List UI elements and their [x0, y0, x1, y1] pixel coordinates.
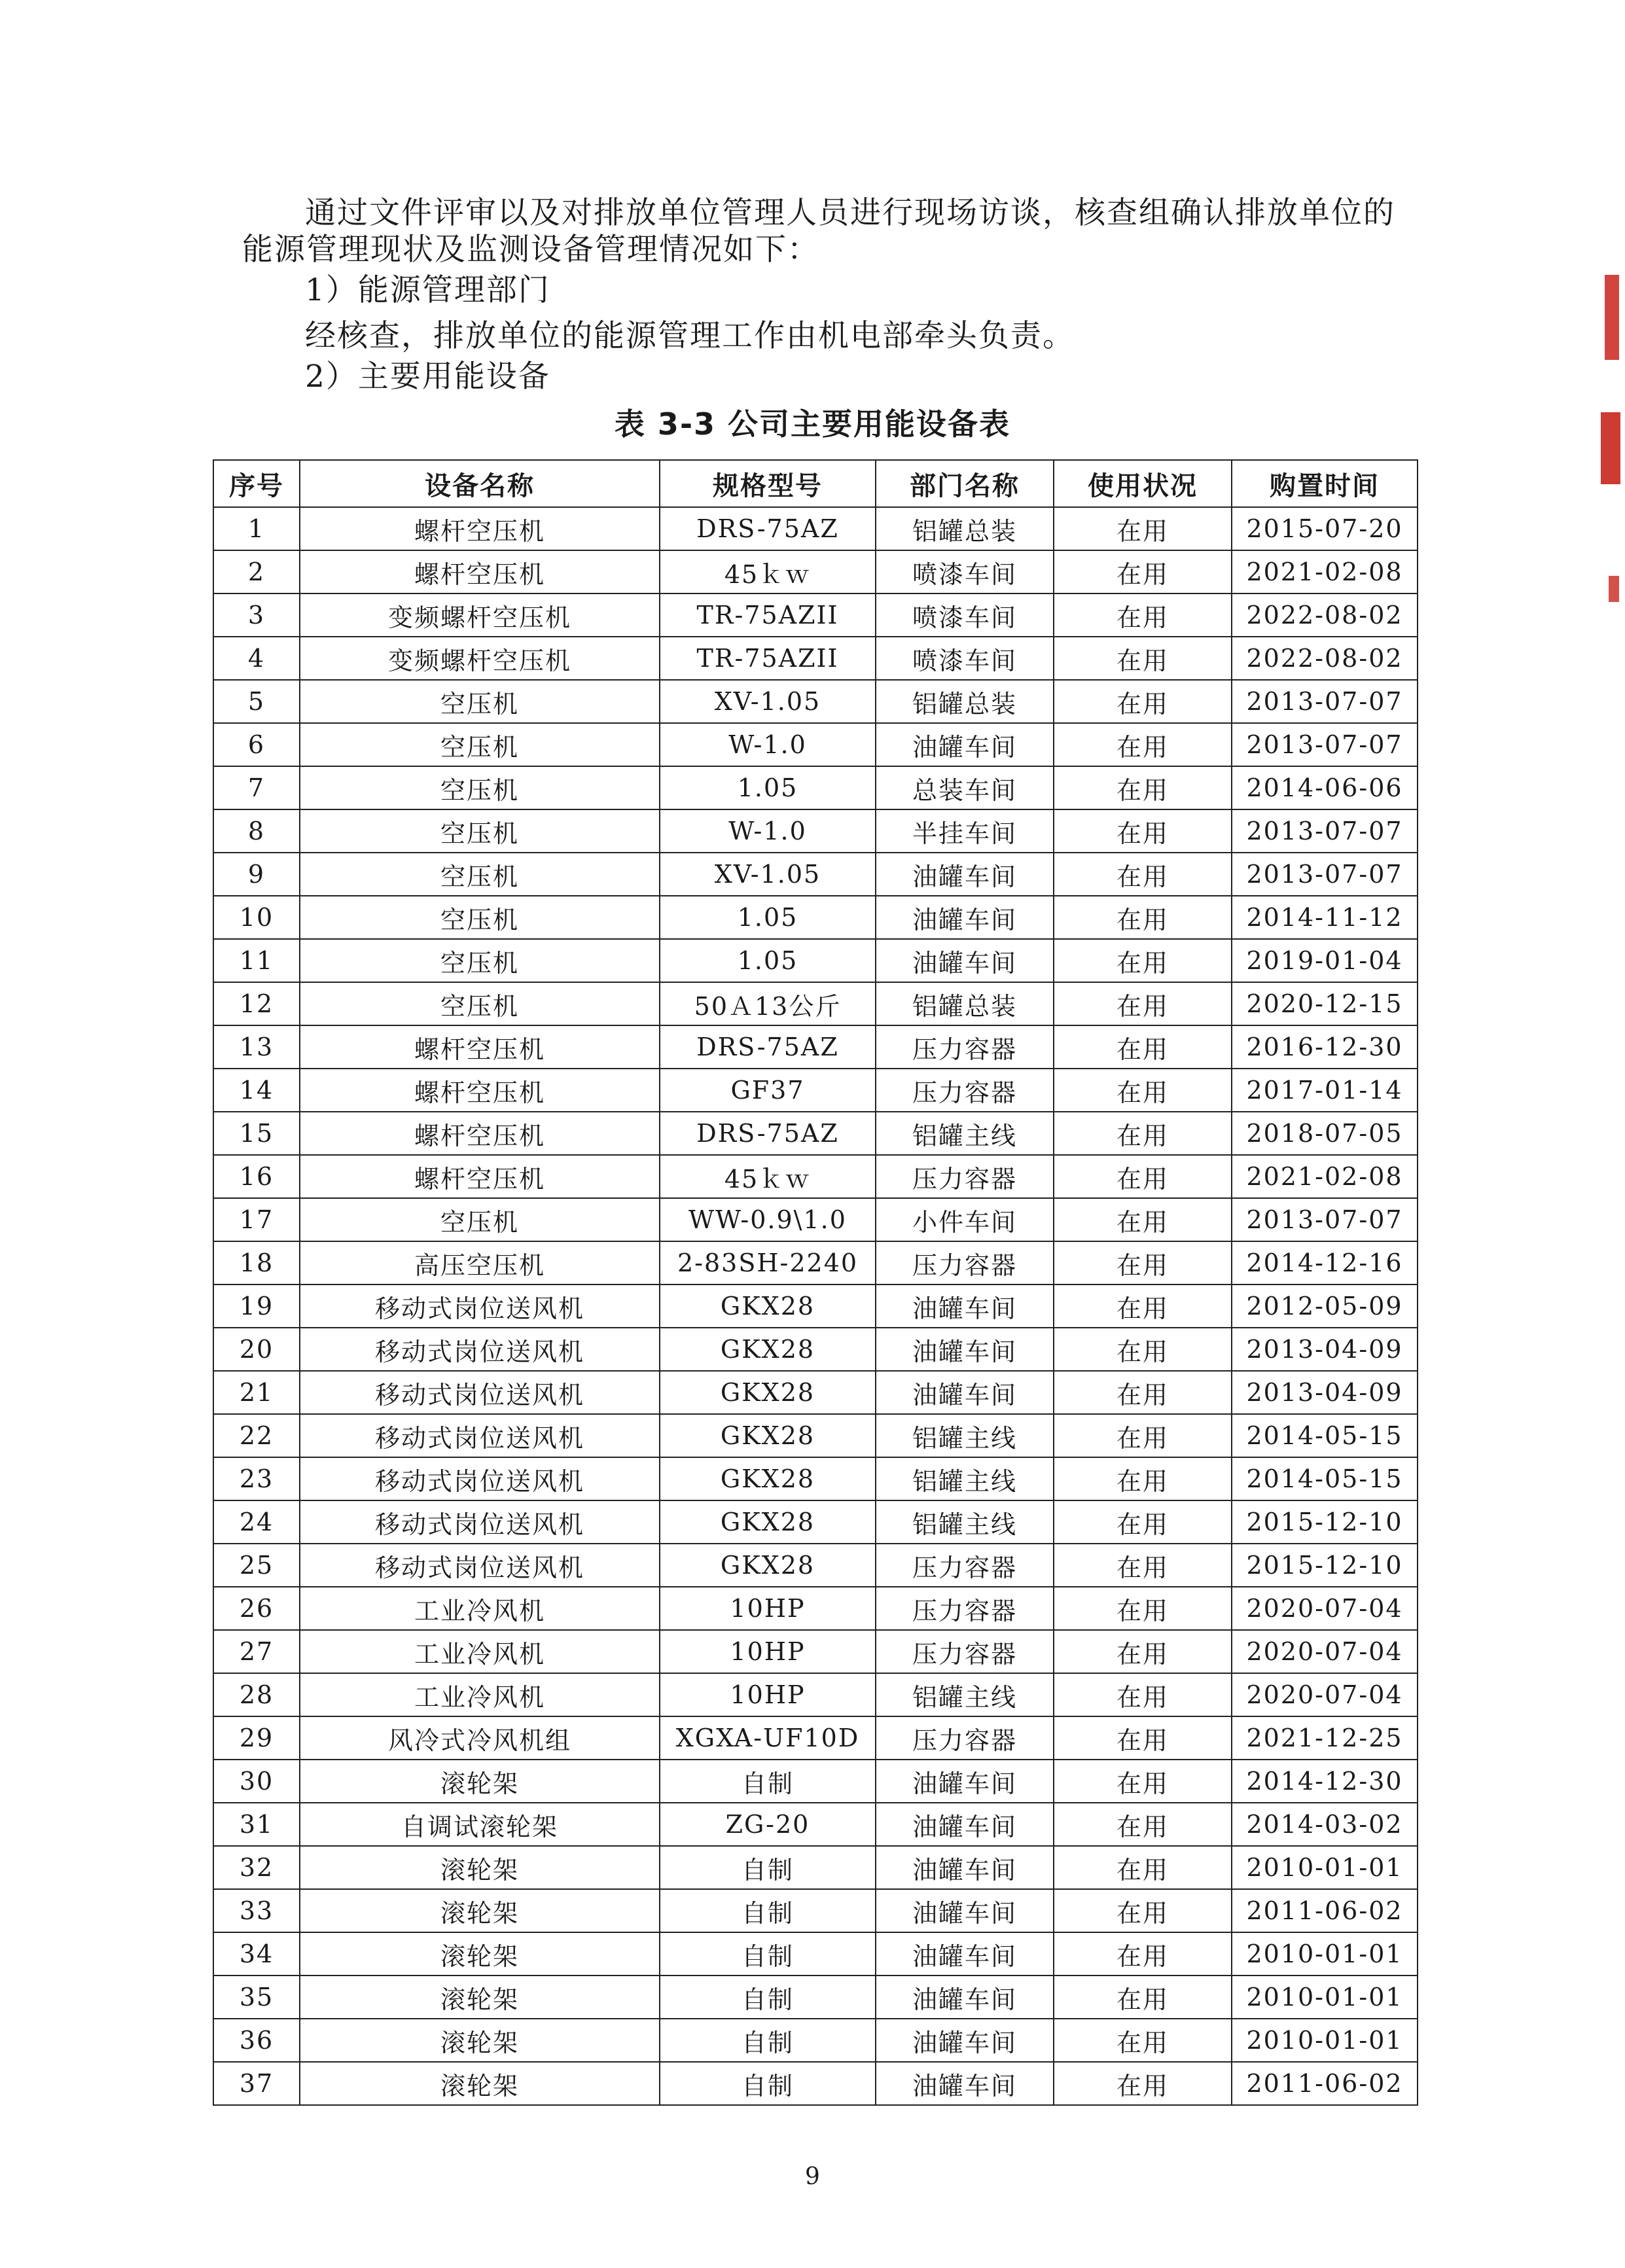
- cell-index: 36: [213, 2019, 300, 2062]
- cell-department: 油罐车间: [876, 939, 1054, 982]
- cell-index: 25: [213, 1544, 300, 1587]
- cell-department: 压力容器: [876, 1241, 1054, 1285]
- cell-status: 在用: [1054, 1587, 1232, 1630]
- cell-model: 1.05: [660, 896, 876, 939]
- cell-equipment-name: 工业冷风机: [300, 1673, 660, 1716]
- cell-model: ZG-20: [660, 1803, 876, 1846]
- cell-index: 28: [213, 1673, 300, 1716]
- cell-model: 自制: [660, 1760, 876, 1803]
- cell-index: 26: [213, 1587, 300, 1630]
- cell-status: 在用: [1054, 1112, 1232, 1155]
- cell-index: 30: [213, 1760, 300, 1803]
- cell-status: 在用: [1054, 1760, 1232, 1803]
- header-department: 部门名称: [876, 460, 1054, 507]
- cell-purchase-date: 2015-12-10: [1232, 1500, 1418, 1544]
- cell-model: GKX28: [660, 1414, 876, 1457]
- table-row: [213, 1285, 1418, 1328]
- cell-index: 18: [213, 1241, 300, 1285]
- table-row: [213, 2062, 1418, 2105]
- cell-index: 22: [213, 1414, 300, 1457]
- cell-model: 2-83SH-2240: [660, 1241, 876, 1285]
- cell-index: 5: [213, 680, 300, 723]
- cell-model: 自制: [660, 2062, 876, 2105]
- cell-status: 在用: [1054, 939, 1232, 982]
- cell-equipment-name: 自调试滚轮架: [300, 1803, 660, 1846]
- cell-model: XV-1.05: [660, 853, 876, 896]
- cell-status: 在用: [1054, 1976, 1232, 2019]
- table-row: [213, 637, 1418, 680]
- cell-index: 24: [213, 1500, 300, 1544]
- cell-purchase-date: 2013-07-07: [1232, 853, 1418, 896]
- cell-equipment-name: 滚轮架: [300, 1976, 660, 2019]
- cell-index: 13: [213, 1025, 300, 1069]
- cell-equipment-name: 移动式岗位送风机: [300, 1371, 660, 1414]
- cell-department: 油罐车间: [876, 1932, 1054, 1976]
- cell-purchase-date: 2020-07-04: [1232, 1587, 1418, 1630]
- cell-status: 在用: [1054, 723, 1232, 766]
- cell-model: WW-0.9\1.0: [660, 1198, 876, 1241]
- cell-equipment-name: 螺杆空压机: [300, 1025, 660, 1069]
- cell-department: 铝罐主线: [876, 1414, 1054, 1457]
- cell-status: 在用: [1054, 809, 1232, 853]
- cell-department: 油罐车间: [876, 1889, 1054, 1932]
- table-caption: 表 3-3 公司主要用能设备表: [614, 406, 1011, 442]
- cell-model: 45ｋｗ: [660, 550, 876, 594]
- table-row: [213, 1760, 1418, 1803]
- cell-equipment-name: 滚轮架: [300, 1889, 660, 1932]
- table-row: [213, 1500, 1418, 1544]
- section1-text: 经核查，排放单位的能源管理工作由机电部牵头负责。: [305, 318, 1075, 354]
- cell-status: 在用: [1054, 1673, 1232, 1716]
- cell-equipment-name: 工业冷风机: [300, 1630, 660, 1673]
- cell-purchase-date: 2014-05-15: [1232, 1457, 1418, 1500]
- table-row: [213, 1673, 1418, 1716]
- cell-department: 油罐车间: [876, 723, 1054, 766]
- table-row: [213, 1155, 1418, 1198]
- cell-index: 7: [213, 766, 300, 809]
- cell-purchase-date: 2019-01-04: [1232, 939, 1418, 982]
- cell-status: 在用: [1054, 1544, 1232, 1587]
- header-model: 规格型号: [660, 460, 876, 507]
- cell-status: 在用: [1054, 1069, 1232, 1112]
- table-row: [213, 853, 1418, 896]
- cell-status: 在用: [1054, 853, 1232, 896]
- cell-model: 1.05: [660, 766, 876, 809]
- cell-model: TR-75AZII: [660, 637, 876, 680]
- cell-model: W-1.0: [660, 809, 876, 853]
- table-row: [213, 939, 1418, 982]
- cell-purchase-date: 2017-01-14: [1232, 1069, 1418, 1112]
- cell-status: 在用: [1054, 1889, 1232, 1932]
- cell-equipment-name: 移动式岗位送风机: [300, 1285, 660, 1328]
- cell-equipment-name: 移动式岗位送风机: [300, 1544, 660, 1587]
- table-body: [213, 507, 1418, 2105]
- cell-model: 10HP: [660, 1587, 876, 1630]
- cell-model: GKX28: [660, 1328, 876, 1371]
- cell-department: 油罐车间: [876, 2062, 1054, 2105]
- cell-purchase-date: 2013-07-07: [1232, 1198, 1418, 1241]
- cell-purchase-date: 2015-12-10: [1232, 1544, 1418, 1587]
- cell-purchase-date: 2010-01-01: [1232, 2019, 1418, 2062]
- cell-department: 铝罐主线: [876, 1673, 1054, 1716]
- cell-index: 11: [213, 939, 300, 982]
- cell-status: 在用: [1054, 637, 1232, 680]
- cell-department: 油罐车间: [876, 853, 1054, 896]
- cell-equipment-name: 空压机: [300, 723, 660, 766]
- cell-purchase-date: 2014-12-30: [1232, 1760, 1418, 1803]
- cell-status: 在用: [1054, 1803, 1232, 1846]
- table-row: [213, 550, 1418, 594]
- cell-equipment-name: 空压机: [300, 809, 660, 853]
- cell-department: 压力容器: [876, 1155, 1054, 1198]
- cell-model: 10HP: [660, 1630, 876, 1673]
- intro-paragraph-line2: 能源管理现状及监测设备管理情况如下：: [242, 232, 819, 268]
- cell-index: 8: [213, 809, 300, 853]
- cell-department: 压力容器: [876, 1587, 1054, 1630]
- table-row: [213, 1587, 1418, 1630]
- cell-purchase-date: 2013-07-07: [1232, 809, 1418, 853]
- table-row: [213, 1069, 1418, 1112]
- header-index: 序号: [213, 460, 300, 507]
- cell-status: 在用: [1054, 1414, 1232, 1457]
- cell-equipment-name: 高压空压机: [300, 1241, 660, 1285]
- cell-equipment-name: 空压机: [300, 853, 660, 896]
- cell-equipment-name: 空压机: [300, 680, 660, 723]
- cell-status: 在用: [1054, 1457, 1232, 1500]
- cell-model: 50Ａ13公斤: [660, 982, 876, 1025]
- page-number: 9: [805, 2163, 820, 2190]
- cell-model: DRS-75AZ: [660, 1025, 876, 1069]
- cell-status: 在用: [1054, 1371, 1232, 1414]
- cell-model: 自制: [660, 1932, 876, 1976]
- cell-department: 铝罐总装: [876, 507, 1054, 550]
- cell-index: 27: [213, 1630, 300, 1673]
- cell-status: 在用: [1054, 507, 1232, 550]
- cell-purchase-date: 2015-07-20: [1232, 507, 1418, 550]
- cell-purchase-date: 2014-05-15: [1232, 1414, 1418, 1457]
- cell-model: 自制: [660, 2019, 876, 2062]
- table-row: [213, 1976, 1418, 2019]
- seal-stamp-fragment: [1605, 275, 1619, 360]
- cell-department: 铝罐主线: [876, 1500, 1054, 1544]
- cell-status: 在用: [1054, 594, 1232, 637]
- table-row: [213, 1630, 1418, 1673]
- cell-index: 33: [213, 1889, 300, 1932]
- table-row: [213, 766, 1418, 809]
- cell-equipment-name: 空压机: [300, 939, 660, 982]
- table-row: [213, 1932, 1418, 1976]
- cell-model: W-1.0: [660, 723, 876, 766]
- table-row: [213, 1803, 1418, 1846]
- cell-index: 17: [213, 1198, 300, 1241]
- cell-model: 45ｋｗ: [660, 1155, 876, 1198]
- cell-model: GKX28: [660, 1500, 876, 1544]
- cell-index: 12: [213, 982, 300, 1025]
- cell-status: 在用: [1054, 1155, 1232, 1198]
- cell-status: 在用: [1054, 2019, 1232, 2062]
- cell-index: 1: [213, 507, 300, 550]
- cell-department: 压力容器: [876, 1630, 1054, 1673]
- cell-equipment-name: 移动式岗位送风机: [300, 1414, 660, 1457]
- cell-model: DRS-75AZ: [660, 507, 876, 550]
- table-row: [213, 1889, 1418, 1932]
- cell-equipment-name: 工业冷风机: [300, 1587, 660, 1630]
- cell-department: 油罐车间: [876, 1846, 1054, 1889]
- cell-purchase-date: 2010-01-01: [1232, 1846, 1418, 1889]
- cell-purchase-date: 2021-02-08: [1232, 1155, 1418, 1198]
- cell-model: 1.05: [660, 939, 876, 982]
- cell-status: 在用: [1054, 1328, 1232, 1371]
- cell-index: 15: [213, 1112, 300, 1155]
- cell-model: TR-75AZII: [660, 594, 876, 637]
- cell-purchase-date: 2013-04-09: [1232, 1371, 1418, 1414]
- cell-index: 3: [213, 594, 300, 637]
- cell-equipment-name: 螺杆空压机: [300, 1155, 660, 1198]
- cell-status: 在用: [1054, 1241, 1232, 1285]
- cell-purchase-date: 2018-07-05: [1232, 1112, 1418, 1155]
- cell-department: 铝罐主线: [876, 1457, 1054, 1500]
- cell-department: 铝罐总装: [876, 982, 1054, 1025]
- cell-equipment-name: 螺杆空压机: [300, 507, 660, 550]
- cell-index: 4: [213, 637, 300, 680]
- cell-index: 19: [213, 1285, 300, 1328]
- table-header-row: [213, 460, 1418, 507]
- cell-purchase-date: 2022-08-02: [1232, 637, 1418, 680]
- cell-department: 油罐车间: [876, 1285, 1054, 1328]
- cell-purchase-date: 2016-12-30: [1232, 1025, 1418, 1069]
- cell-department: 压力容器: [876, 1069, 1054, 1112]
- cell-department: 小件车间: [876, 1198, 1054, 1241]
- cell-model: DRS-75AZ: [660, 1112, 876, 1155]
- table-row: [213, 1414, 1418, 1457]
- cell-purchase-date: 2010-01-01: [1232, 1932, 1418, 1976]
- cell-index: 34: [213, 1932, 300, 1976]
- cell-status: 在用: [1054, 1025, 1232, 1069]
- cell-department: 半挂车间: [876, 809, 1054, 853]
- cell-status: 在用: [1054, 1630, 1232, 1673]
- cell-purchase-date: 2012-05-09: [1232, 1285, 1418, 1328]
- cell-equipment-name: 空压机: [300, 896, 660, 939]
- cell-purchase-date: 2013-04-09: [1232, 1328, 1418, 1371]
- cell-model: GKX28: [660, 1371, 876, 1414]
- table-row: [213, 680, 1418, 723]
- cell-model: GKX28: [660, 1285, 876, 1328]
- cell-index: 2: [213, 550, 300, 594]
- cell-status: 在用: [1054, 680, 1232, 723]
- cell-model: 自制: [660, 1846, 876, 1889]
- cell-index: 31: [213, 1803, 300, 1846]
- cell-status: 在用: [1054, 2062, 1232, 2105]
- cell-department: 压力容器: [876, 1716, 1054, 1760]
- cell-purchase-date: 2020-07-04: [1232, 1630, 1418, 1673]
- cell-equipment-name: 滚轮架: [300, 1760, 660, 1803]
- cell-equipment-name: 变频螺杆空压机: [300, 594, 660, 637]
- cell-index: 35: [213, 1976, 300, 2019]
- table-row: [213, 2019, 1418, 2062]
- cell-index: 9: [213, 853, 300, 896]
- cell-model: 自制: [660, 1976, 876, 2019]
- table-row: [213, 1198, 1418, 1241]
- cell-equipment-name: 螺杆空压机: [300, 1069, 660, 1112]
- cell-department: 油罐车间: [876, 2019, 1054, 2062]
- cell-index: 20: [213, 1328, 300, 1371]
- cell-department: 油罐车间: [876, 1328, 1054, 1371]
- cell-model: GF37: [660, 1069, 876, 1112]
- table-row: [213, 1846, 1418, 1889]
- cell-index: 21: [213, 1371, 300, 1414]
- cell-model: GKX28: [660, 1457, 876, 1500]
- cell-department: 油罐车间: [876, 1803, 1054, 1846]
- cell-purchase-date: 2022-08-02: [1232, 594, 1418, 637]
- table-row: [213, 1457, 1418, 1500]
- cell-equipment-name: 空压机: [300, 1198, 660, 1241]
- cell-equipment-name: 移动式岗位送风机: [300, 1457, 660, 1500]
- cell-status: 在用: [1054, 766, 1232, 809]
- cell-equipment-name: 变频螺杆空压机: [300, 637, 660, 680]
- table-row: [213, 1241, 1418, 1285]
- cell-status: 在用: [1054, 1198, 1232, 1241]
- table-row: [213, 896, 1418, 939]
- cell-department: 油罐车间: [876, 1371, 1054, 1414]
- seal-stamp-fragment: [1609, 576, 1619, 602]
- cell-equipment-name: 滚轮架: [300, 1932, 660, 1976]
- intro-paragraph-line1: 通过文件评审以及对排放单位管理人员进行现场访谈，核查组确认排放单位的: [305, 195, 1395, 231]
- cell-status: 在用: [1054, 550, 1232, 594]
- cell-purchase-date: 2021-12-25: [1232, 1716, 1418, 1760]
- cell-equipment-name: 空压机: [300, 982, 660, 1025]
- cell-purchase-date: 2010-01-01: [1232, 1976, 1418, 2019]
- cell-equipment-name: 滚轮架: [300, 1846, 660, 1889]
- equipment-table: [213, 459, 1418, 2106]
- cell-department: 总装车间: [876, 766, 1054, 809]
- cell-model: 10HP: [660, 1673, 876, 1716]
- cell-status: 在用: [1054, 982, 1232, 1025]
- cell-department: 喷漆车间: [876, 637, 1054, 680]
- table-row: [213, 1716, 1418, 1760]
- cell-status: 在用: [1054, 1285, 1232, 1328]
- cell-equipment-name: 移动式岗位送风机: [300, 1328, 660, 1371]
- cell-department: 喷漆车间: [876, 594, 1054, 637]
- seal-stamp-fragment: [1601, 412, 1620, 484]
- cell-department: 铝罐总装: [876, 680, 1054, 723]
- table-row: [213, 1328, 1418, 1371]
- cell-status: 在用: [1054, 1716, 1232, 1760]
- cell-model: XV-1.05: [660, 680, 876, 723]
- cell-index: 6: [213, 723, 300, 766]
- cell-index: 32: [213, 1846, 300, 1889]
- cell-index: 16: [213, 1155, 300, 1198]
- table-row: [213, 723, 1418, 766]
- table-row: [213, 1544, 1418, 1587]
- cell-department: 压力容器: [876, 1025, 1054, 1069]
- table-row: [213, 507, 1418, 550]
- cell-purchase-date: 2014-03-02: [1232, 1803, 1418, 1846]
- cell-index: 14: [213, 1069, 300, 1112]
- cell-status: 在用: [1054, 1932, 1232, 1976]
- table-row: [213, 1112, 1418, 1155]
- cell-equipment-name: 风冷式冷风机组: [300, 1716, 660, 1760]
- cell-purchase-date: 2014-12-16: [1232, 1241, 1418, 1285]
- cell-purchase-date: 2011-06-02: [1232, 2062, 1418, 2105]
- section2-title: 2）主要用能设备: [305, 359, 550, 395]
- cell-equipment-name: 空压机: [300, 766, 660, 809]
- cell-index: 10: [213, 896, 300, 939]
- cell-index: 37: [213, 2062, 300, 2105]
- cell-department: 油罐车间: [876, 896, 1054, 939]
- cell-model: 自制: [660, 1889, 876, 1932]
- table-row: [213, 594, 1418, 637]
- cell-purchase-date: 2011-06-02: [1232, 1889, 1418, 1932]
- cell-equipment-name: 螺杆空压机: [300, 550, 660, 594]
- cell-purchase-date: 2020-07-04: [1232, 1673, 1418, 1716]
- table-row: [213, 809, 1418, 853]
- cell-equipment-name: 移动式岗位送风机: [300, 1500, 660, 1544]
- cell-purchase-date: 2013-07-07: [1232, 680, 1418, 723]
- table-row: [213, 1025, 1418, 1069]
- cell-purchase-date: 2014-11-12: [1232, 896, 1418, 939]
- cell-equipment-name: 螺杆空压机: [300, 1112, 660, 1155]
- cell-department: 油罐车间: [876, 1760, 1054, 1803]
- cell-status: 在用: [1054, 1500, 1232, 1544]
- section1-title: 1）能源管理部门: [305, 272, 550, 308]
- cell-index: 29: [213, 1716, 300, 1760]
- cell-index: 23: [213, 1457, 300, 1500]
- cell-equipment-name: 滚轮架: [300, 2062, 660, 2105]
- cell-department: 油罐车间: [876, 1976, 1054, 2019]
- cell-purchase-date: 2020-12-15: [1232, 982, 1418, 1025]
- cell-purchase-date: 2014-06-06: [1232, 766, 1418, 809]
- cell-purchase-date: 2021-02-08: [1232, 550, 1418, 594]
- table-row: [213, 1371, 1418, 1414]
- header-status: 使用状况: [1054, 460, 1232, 507]
- cell-model: XGXA-UF10D: [660, 1716, 876, 1760]
- header-purchase-date: 购置时间: [1232, 460, 1418, 507]
- table-row: [213, 982, 1418, 1025]
- cell-equipment-name: 滚轮架: [300, 2019, 660, 2062]
- cell-status: 在用: [1054, 1846, 1232, 1889]
- cell-purchase-date: 2013-07-07: [1232, 723, 1418, 766]
- cell-status: 在用: [1054, 896, 1232, 939]
- header-equipment-name: 设备名称: [300, 460, 660, 507]
- cell-department: 喷漆车间: [876, 550, 1054, 594]
- cell-department: 压力容器: [876, 1544, 1054, 1587]
- cell-department: 铝罐主线: [876, 1112, 1054, 1155]
- cell-model: GKX28: [660, 1544, 876, 1587]
